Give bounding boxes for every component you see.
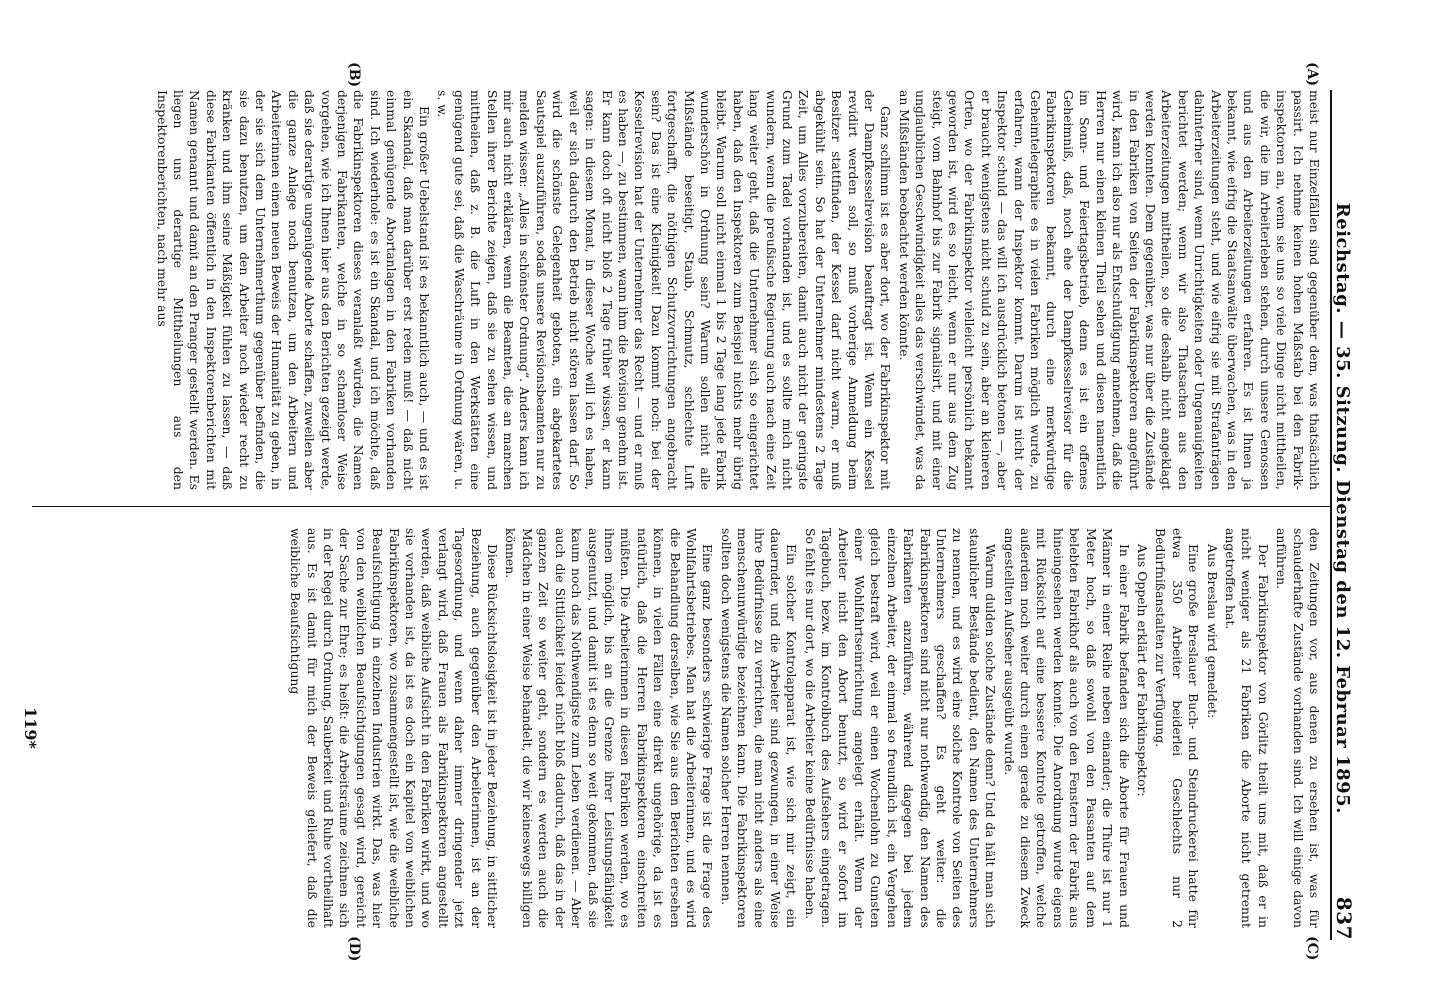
paragraph: Aus Oppeln erklärt der Fabrikinspektor: — [1134, 544, 1150, 797]
paragraph: Ein solcher Kontrolapparat ist, wie sich mir zeigt, ein dauernder, und die Arbeiter sind gezwungen, in einer Weise ihre Bedürfnisse zu verrichten, die man nicht anders als eine menschenunwürdige bezeichnen kann. Die Fabrikinspektoren sollten doch wenigstens die Namen solcher Herren nennen. — [718, 528, 800, 928]
marginal-b: (B) — [346, 62, 362, 88]
paragraph: Ein großer Uebelstand ist es bekanntlich auch, — und es ist ein Skandal, daß man darüber erst reden muß! — daß nicht einmal genügende Abortanlagen in den Fabriken vorhanden sind. Ich wiederhole: es ist ein Skandal, und ich möchte, daß die Fabrikinspektoren dieses veranlaßt würden, die Namen derjenigen Fabrikanten, welche in so schamloser Weise vorgehen, wie ich Ihnen hier aus den Berichten gezeigt werde, daß sie derartige ungenügende Aborte schaffen, zuweilen aber die ganze Anlage noch benutzen, um den Arbeitern und Arbeiterinnen einen neuen Beweis der Humanität zu geben, in der sie sich dem Unternehmerthum gegenüber befinden, die sie dazu benutzen, um den Arbeiter noch wieder recht zu kränken und ihm seine Mäßigkeit fühlen zu lassen, — daß diese Fabrikanten öffentlich in den Inspektorenberichten mit Namen genannt und damit an den Pranger gestellt werden. Es liegen uns derartige Mittheilungen aus den Inspektorenberichten, nach mehr aus — [154, 90, 433, 490]
marginal-a: (A) — [1304, 62, 1320, 87]
column-divider — [32, 506, 1332, 507]
paragraph: Warum dulden solche Zustände denn? Und da hält man sich staunlicher Bestände bedient, den Namen des Unternehmers zu nennen, und es wird eine solche Kontrole von Seiten des Unternehmers geschaffen? Es geht weiter: die Fabrikinspektoren sind nicht nur nothwendig, den Namen des Fabrikanten anzuführen, während dagegen bei jedem einzelnen Arbeiter, der einmal so freundlich ist, ein Vergehen gleich bestraft wird, weil er einen Wochenlohn zu Gunsten einer Wohlfahrtseinrichtung angelegt erhält. Wenn der Arbeiter nicht den Abort benutzt, so wird er sofort im Tagebuch, bezw. im Kontrolbuch des Aufsehers eingetragen. So fehlt es nur dort, wo die Arbeiter keine Bedürfnisse haben. — [802, 528, 999, 928]
quote-paragraph: In einer Fabrik befanden sich die Aborte für Frauen und Männer in einer Reihe neben einander; die Thüre ist nur 1 Meter hoch, so daß sowohl von den Passanten auf dem belebten Fabrikhof als auch von den Fenstern der Fabrik aus hineingesehen werden konnte. Die Anordnung wurde eigens mit Rücksicht auf eine bessere Kontrole getroffen, welche außerdem noch weiter durch einen gerade zu diesem Zweck angestellten Aufseher ausgeübt wurde. — [1001, 528, 1132, 928]
quote-paragraph: Eine große Breslauer Buch- und Steindruckerei hatte für etwa 350 Arbeiter beiderlei Geschlechts nur 2 Bedürfnißanstalten zur Verfügung. — [1153, 528, 1202, 928]
marginal-d: (D) — [346, 936, 362, 962]
paragraph: Eine ganz besonders schwierige Frage ist die Frage des Wohlfahrtsbetriebes. Man hat die Arbeiterinnen, und es wird die Behandlung derselben, wie Sie aus den Berichten ersehen können, in vielen Fällen eine direkt ungehörige, da ist es natürlich, daß die Herren Fabrikinspektoren einschreiten müßten. Die Arbeiterinnen in diesen Fabriken werden, wo es ihnen möglich, bis an die Grenze ihrer Leistungsfähigkeit ausgenutzt, und damit ist es denn so weit gekommen, daß sie kaum noch das Nothwendigste zum Leben verdienen. — Aber auch die Sittlichkeit leidet nicht bloß dadurch, daß das in der ganzen Zeit so weiter geht, sondern es werden auch die Mädchen in einer Weise behandelt, die wir keineswegs billigen können. — [503, 528, 716, 928]
right-column — [40, 528, 1322, 928]
page-header — [1330, 90, 1378, 940]
marginal-c: (C) — [1304, 936, 1320, 961]
paragraph: Diese Rücksichtslosigkeit ist in jeder Beziehung, in sittlicher Beziehung, auch gegenüber den Arbeiterinnen, ist an der Tagesordnung, und wenn daher immer dringender jetzt verlangt wird, daß Frauen als Fabrikinspektoren angestellt werden, daß weibliche Aufsicht in den Fabriken wirkt, und wo sie vorhanden ist, da ist es doch ein Kapitel von weiblichen Fabrikinspektoren, wo zusammengestellt ist, wie die weibliche Beaufsichtigung in einzelnen Industrien wirkt. Das, was hier von den weiblichen Beaufsichtigungen gesagt wird, gereicht der Sache zur Ehre; es heißt: die Arbeitsräume zeichnen sich in der Regel durch Ordnung, Sauberkeit und Ruhe vortheilhaft aus. Es ist damit für mich der Beweis geliefert, daß die weibliche Beaufsichtigung — [288, 528, 501, 928]
paragraph: meist nur Einzelfällen sind gegenüber dem, was thatsächlich passirt. Ich nehme keinen hohen Maßstab bei den Fabrik-inspektoren an, wenn sie uns so viele Dinge nicht mittheilen, die wir, die im Arbeiterleben stehen, durch unsere Genossen und aus den Arbeiterzeitungen erfahren. Es ist Ihnen ja bekannt, wie eifrig die Staatsanwälte überwachen, was in den Arbeiterzeitungen steht, und wie eifrig sie mit Strafanträgen dahinterher sind, wenn Unrichtigkeiten oder Ungenauigkeiten berichtet werden; wenn wir also Thatsachen aus den Arbeiterzeitungen mittheilen, so die deshalb nicht angeklagt werden konnten. Dem gegenüber, was nur über die Zustände in den Fabriken von Seiten der Fabrikinspektoren angeführt wird, kann ich also nur als Entschuldigung annehmen, daß die Herren nur einen kleinen Theil sehen und diesen namentlich im Sonn- und Feiertagsbetrieb, denn es ist ein offenes Geheimniß, daß, noch ehe der Dampfkesselrevisor für die Fabrikinspektoren bekannt, durch eine merkwürdige Geheimtelegraphie es in vielen Fabriken möglich wurde, zu erfahren, wann der Inspektor kommt. Darum ist nicht der Inspektor schuld — das will ich ausdrücklich betonen —, aber er braucht wenigstens nicht schuld zu sein, aber an kleineren Orten, wo der Fabrikinspektor vielleicht persönlich bekannt geworden ist, wird es so leicht, wenn er nur aus dem Zug steigt, vom Bahnhof bis zur Fabrik signalisirt, und mit einer unglaublichen Geschwindigkeit alles das verschwindet, was da an Mißständen beobachtet werden könnte. — [896, 90, 1322, 490]
page-number: 837 — [1332, 896, 1356, 940]
page-title: Reichstag. — 35. Sitzung. Dienstag den 12. Februar 1895. — [1332, 202, 1353, 814]
left-column — [40, 90, 1322, 490]
page-signature: 119* — [21, 707, 40, 749]
paragraph: den Zeitungen vor, aus denen zu ersehen ist, was für schauderhafte Zustände vorhanden sind. Ich will einige davon anführen. — [1274, 528, 1322, 928]
paragraph: Aus Breslau wird gemeldet: — [1204, 544, 1220, 719]
paragraph: Der Fabrikinspektor von Görlitz theilt uns mit, daß er in nicht weniger als 21 Fabriken die Aborte nicht getrennt angetroffen hat. — [1222, 528, 1271, 928]
paragraph: Ganz schlimm ist es aber dort, wo der Fabrikinspektor mit der Dampfkesselrevision beauftragt ist. Wenn ein Kessel revidirt werden soll, so muß vorherige Anmeldung beim Besitzer stattfinden, der Kessel darf nicht warm, er muß abgekühlt sein. So hat der Unternehmer mindestens 2 Tage Zeit, um Alles vorzubereiten, damit auch nicht der geringste Grund zum Tadel vorhanden ist, und es sollte mich nicht wundern, wenn die preußische Regierung auch nach eine Zeit lang weiter geht, daß die Unternehmer sich so eingerichtet haben, daß den Inspektoren zum Beispiel nichts mehr übrig bleibt. Warum soll nicht einmal 1 bis 2 Tage lang jede Fabrik wunderschön in Ordnung sein? Warum sollen nicht alle Mißstände beseitigt, Staub, Schmutz, schlechte Luft fortgeschafft, die nöthigen Schutzvorrichtungen angebracht sein? Das ist eine Kleinigkeit! Dazu kommt noch: bei der Kesselrevision hat der Unternehmer das Recht — und er muß es haben —, zu bestimmen, wann ihm die Revision genehm ist. Er kann doch oft nicht bloß 2 Tage früher wissen, er kann sagen: in diesem Monat, in dieser Woche will ich es haben, weil er sich dadurch den Betrieb nicht stören lassen darf. So wird die schönste Gelegenheit geboten, ein abgekartetes Sautspiel auszuführen, sodaß unsere Revisionsbeamten nur zu melden wissen: „Alles in schönster Ordnung“. Anders kann ich mir auch nicht erklären, wenn die Beamten, die an manchen Stellen ihrer Berichte zeigen, daß sie zu sehen wissen, und mittheilen, daß z. B. die Luft in den Werkstätten eine genügend gute sei, daß die Waschräume in Ordnung wären, u. s. w. — [435, 90, 894, 490]
